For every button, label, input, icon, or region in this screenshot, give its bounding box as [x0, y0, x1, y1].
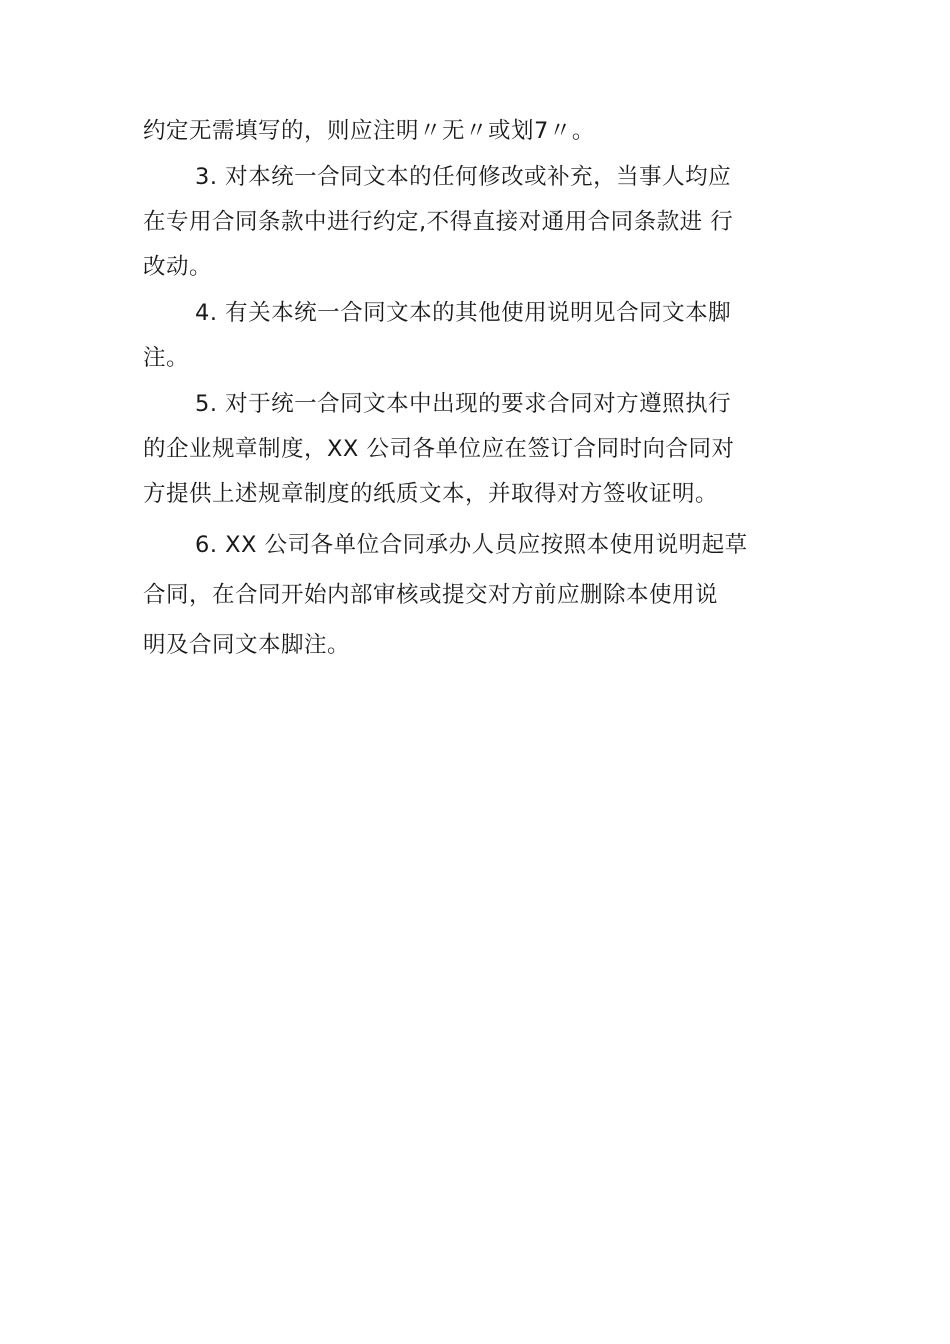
item-6-line-1: 6. XX 公司各单位合同承办人员应按照本使用说明起草 [195, 532, 748, 558]
item-4-line-2: 注。 [143, 345, 190, 371]
item-5-line-3: 方提供上述规章制度的纸质文本，并取得对方签收证明。 [143, 481, 719, 507]
item-3-line-1: 3. 对本统一合同文本的任何修改或补充，当事人均应 [195, 164, 732, 190]
item-4-line-1: 4. 有关本统一合同文本的其他使用说明见合同文本脚 [195, 300, 732, 326]
item-3-line-3: 改动。 [143, 254, 213, 280]
item-5-line-1: 5. 对于统一合同文本中出现的要求合同对方遵照执行 [195, 391, 732, 417]
item-6-line-2: 合同，在合同开始内部审核或提交对方前应删除本使用说 [143, 582, 719, 608]
item-6-line-3: 明及合同文本脚注。 [143, 632, 351, 658]
item-5-line-2: 的企业规章制度，XX 公司各单位应在签订合同时向合同对 [143, 436, 735, 462]
text-line-1: 约定无需填写的，则应注明〃无〃或划7〃。 [143, 118, 595, 144]
item-3-line-2: 在专用合同条款中进行约定,不得直接对通用合同条款进 行 [143, 209, 734, 235]
